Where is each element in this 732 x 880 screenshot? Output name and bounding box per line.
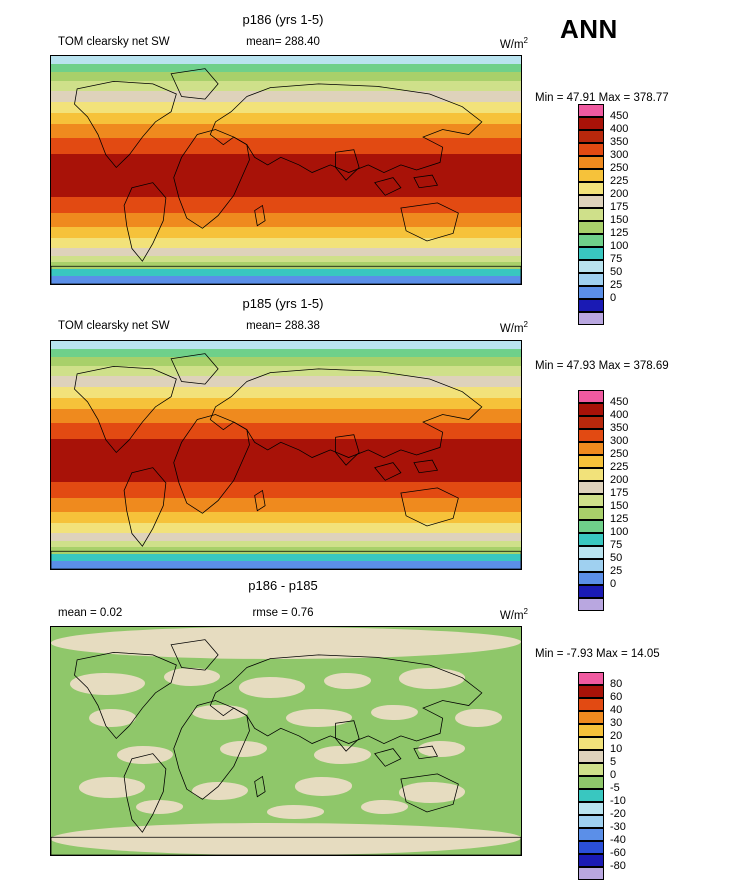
colorbar-swatch [578,286,604,299]
colorbar-tick-label: 300 [610,435,629,447]
colorbar-tick-label: 175 [610,487,629,499]
colorbar-tick-label: 150 [610,500,629,512]
colorbar-swatch [578,763,604,776]
minmax-label-difference: Min = -7.93 Max = 14.05 [535,648,660,660]
colorbar-tick-label: 100 [610,526,629,538]
colorbar-tick-label: 225 [610,175,629,187]
panel-units-label: $W/m^2$ [499,320,528,335]
colorbar-swatch [578,494,604,507]
colorbar-swatch [578,182,604,195]
colorbar-swatch [578,247,604,260]
colorbar-swatch [578,698,604,711]
colorbar-swatch [578,468,604,481]
colorbar-swatch [578,169,604,182]
colorbar-swatch [578,672,604,685]
coastlines [51,627,521,855]
colorbar-tick-label: 50 [610,266,623,278]
colorbar-swatch [578,572,604,585]
panel-stat-label: mean= 288.40 [246,36,320,48]
colorbar-tick-label: 150 [610,214,629,226]
colorbar-swatch [578,737,604,750]
colorbar-p185 [578,390,648,611]
colorbar-swatch [578,234,604,247]
panel-title: p186 (yrs 1-5) [242,12,324,27]
colorbar-tick-label: 125 [610,227,629,239]
colorbar-swatch [578,156,604,169]
colorbar-swatch [578,299,604,312]
colorbar-tick-label: 125 [610,513,629,525]
colorbar-swatch [578,867,604,880]
colorbar-tick-label: 225 [610,461,629,473]
colorbar-tick-label: 0 [610,769,617,781]
colorbar-tick-label: 80 [610,678,623,690]
panel-var-label: TOM clearsky net SW [58,36,170,48]
colorbar-tick-label: 250 [610,162,629,174]
colorbar-swatch [578,403,604,416]
colorbar-swatch [578,104,604,117]
panel-title: p185 (yrs 1-5) [242,296,324,311]
colorbar-tick-label: 5 [610,756,617,768]
panel-units-label: $W/m^2$ [499,607,528,622]
colorbar-swatch [578,481,604,494]
colorbar-swatch [578,815,604,828]
colorbar-swatch [578,520,604,533]
colorbar-tick-label: 75 [610,253,623,265]
coastlines [51,56,521,284]
colorbar-tick-label: 400 [610,409,629,421]
colorbar-swatch [578,143,604,156]
colorbar-tick-label: 50 [610,552,623,564]
panel-rmse-label: rmse = 0.76 [252,607,314,619]
colorbar-swatch [578,711,604,724]
colorbar-tick-label: 20 [610,730,623,742]
panel-mean-label: mean = 0.02 [58,607,123,619]
colorbar-tick-label: 30 [610,717,623,729]
colorbar-tick-label: 450 [610,396,629,408]
colorbar-tick-label: 100 [610,240,629,252]
colorbar-swatch [578,724,604,737]
colorbar-swatch [578,312,604,325]
minmax-label-p185: Min = 47.93 Max = 378.69 [535,360,669,372]
colorbar-tick-label: 250 [610,448,629,460]
colorbar-tick-label: 10 [610,743,623,755]
colorbar-tick-label: 0 [610,578,617,590]
colorbar-tick-label: 200 [610,188,629,200]
colorbar-swatch [578,585,604,598]
colorbar-swatch [578,546,604,559]
colorbar-tick-label: 40 [610,704,623,716]
colorbar-swatch [578,208,604,221]
colorbar-tick-label: 25 [610,279,623,291]
colorbar-tick-label: -60 [610,847,626,859]
colorbar-tick-label: -5 [610,782,620,794]
colorbar-swatch [578,559,604,572]
colorbar-tick-label: 0 [610,292,617,304]
map-plot-difference [50,626,522,856]
colorbar-tick-label: -40 [610,834,626,846]
colorbar-swatch [578,455,604,468]
colorbar-tick-label: -30 [610,821,626,833]
colorbar-swatch [578,854,604,867]
colorbar-swatch [578,685,604,698]
colorbar-swatch [578,390,604,403]
colorbar-swatch [578,802,604,815]
colorbar-swatch [578,260,604,273]
colorbar-difference [578,672,648,880]
colorbar-tick-label: 60 [610,691,623,703]
panel-var-label: TOM clearsky net SW [58,320,170,332]
colorbar-swatch [578,221,604,234]
colorbar-tick-label: 350 [610,422,629,434]
colorbar-tick-label: -80 [610,860,626,872]
colorbar-swatch [578,789,604,802]
colorbar-tick-label: 300 [610,149,629,161]
colorbar-tick-label: -20 [610,808,626,820]
colorbar-swatch [578,750,604,763]
colorbar-swatch [578,507,604,520]
map-plot-p186 [50,55,522,285]
colorbar-tick-label: 200 [610,474,629,486]
colorbar-tick-label: 400 [610,123,629,135]
colorbar-swatch [578,130,604,143]
colorbar-swatch [578,416,604,429]
colorbar-tick-label: 350 [610,136,629,148]
colorbar-p186 [578,104,648,325]
panel-units-label: $W/m^2$ [499,36,528,51]
colorbar-swatch [578,195,604,208]
colorbar-tick-label: -10 [610,795,626,807]
colorbar-tick-label: 25 [610,565,623,577]
colorbar-tick-label: 75 [610,539,623,551]
colorbar-swatch [578,273,604,286]
colorbar-swatch [578,828,604,841]
minmax-label-p186: Min = 47.91 Max = 378.77 [535,92,669,104]
colorbar-swatch [578,533,604,546]
colorbar-swatch [578,442,604,455]
colorbar-swatch [578,429,604,442]
colorbar-swatch [578,841,604,854]
colorbar-tick-label: 175 [610,201,629,213]
panel-stat-label: mean= 288.38 [246,320,320,332]
panel-title: p186 - p185 [248,578,318,593]
coastlines [51,341,521,569]
season-label: ANN [560,14,618,44]
colorbar-tick-label: 450 [610,110,629,122]
colorbar-swatch [578,117,604,130]
colorbar-swatch [578,776,604,789]
map-plot-p185 [50,340,522,570]
colorbar-swatch [578,598,604,611]
